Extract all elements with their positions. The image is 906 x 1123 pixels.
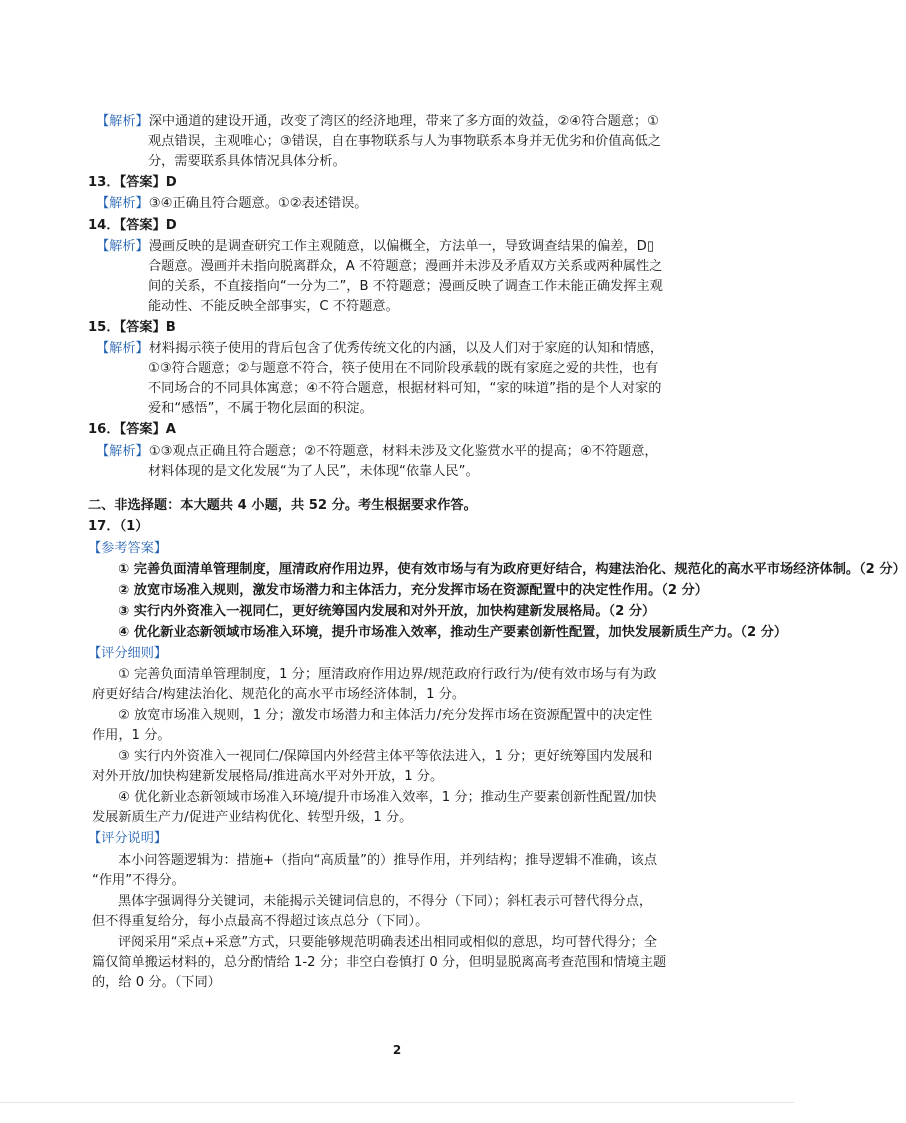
text-line — [148, 151, 346, 173]
text-line — [148, 276, 663, 298]
analysis-label: 【解析】 — [96, 444, 149, 459]
line-text: 评阅采用“采点+采意”方式，只要能够规范明确表述出相同或相似的意思，均可替代得分；全 — [118, 935, 658, 950]
text-line — [88, 317, 176, 339]
text-line — [148, 398, 373, 420]
line-text: 【评分说明】 — [88, 831, 168, 846]
text-line — [96, 111, 659, 133]
line-text: 【评分细则】 — [88, 646, 168, 661]
line-text: 材料体现的是文化发展“为了人民”，未体现“依靠人民”。 — [148, 464, 479, 479]
line-text: 间的关系，不直接指向“一分为二”，B 不符题意；漫画反映了调查工作未能正确发挥主观 — [148, 279, 663, 294]
text-line — [118, 850, 657, 872]
line-text: 篇仅简单搬运材料的，总分酌情给 1-2 分；非空白卷慎打 0 分，但明显脱离高考查范围和情境主题 — [92, 955, 667, 970]
line-text: 13．【答案】D — [88, 175, 177, 190]
line-text: 作用，1 分。 — [92, 728, 171, 743]
line-text: 深中通道的建设开通，改变了湾区的经济地理，带来了多方面的效益，②④符合题意；① — [148, 114, 659, 129]
text-line — [148, 378, 661, 400]
line-text: 材料揭示筷子使用的背后包含了优秀传统文化的内涵，以及人们对于家庭的认知和情感， — [148, 341, 664, 356]
text-line — [148, 256, 662, 278]
line-text: ② 放宽市场准入规则，激发市场潜力和主体活力，充分发挥市场在资源配置中的决定性作用。（2 分） — [118, 583, 708, 598]
line-text: ④ 优化新业态新领域市场准入环境，提升市场准入效率，推动生产要素创新性配置，加快发展新质生产力。（2 分） — [118, 625, 788, 640]
text-line — [118, 601, 655, 623]
text-line — [148, 296, 399, 318]
line-text: ④ 优化新业态新领域市场准入环境/提升市场准入效率，1 分；推动生产要素创新性配置/加快 — [118, 790, 657, 805]
text-line — [148, 131, 661, 153]
text-line — [118, 622, 787, 644]
line-text: 对外开放/加快构建新发展格局/推进高水平对外开放，1 分。 — [92, 769, 444, 784]
text-line — [92, 870, 185, 892]
line-text: 本小问答题逻辑为：措施+（指向“高质量”的）推导作用，并列结构；推导逻辑不准确，该点 — [118, 853, 658, 868]
line-text: 漫画反映的是调查研究工作主观随意，以偏概全，方法单一，导致调查结果的偏差，D▯ — [148, 239, 655, 254]
line-text: 府更好结合/构建法治化、规范化的高水平市场经济体制，1 分。 — [92, 687, 466, 702]
text-line — [148, 461, 479, 483]
line-text: “作用”不得分。 — [92, 873, 185, 888]
line-text: ③ 实行内外资准入一视同仁，更好统筹国内发展和对外开放，加快构建新发展格局。（2 分） — [118, 604, 656, 619]
text-line — [118, 664, 657, 686]
text-line — [88, 495, 477, 517]
text-line — [96, 236, 654, 258]
text-line — [92, 972, 221, 994]
text-line — [118, 580, 708, 602]
page-number: 2 — [392, 1043, 402, 1057]
line-text: ② 放宽市场准入规则，1 分；激发市场潜力和主体活力/充分发挥市场在资源配置中的决定性 — [118, 708, 653, 723]
analysis-label: 【解析】 — [96, 239, 149, 254]
line-text: ③ 实行内外资准入一视同仁/保障国内外经营主体平等依法进入，1 分；更好统筹国内发展和 — [118, 749, 653, 764]
text-line — [88, 643, 167, 665]
line-text: 二、非选择题：本大题共 4 小题，共 52 分。考生根据要求作答。 — [88, 498, 477, 513]
line-text: 黑体字强调得分关键词，未能揭示关键词信息的，不得分（下同）；斜杠表示可替代得分点， — [118, 894, 653, 909]
text-line — [88, 828, 167, 850]
line-text: ① 完善负面清单管理制度，1 分；厘清政府作用边界/规范政府行政行为/使有效市场与有为政 — [118, 667, 657, 682]
text-line — [92, 911, 428, 933]
text-line — [118, 559, 906, 581]
text-line — [92, 684, 465, 706]
text-line — [88, 215, 177, 237]
line-text: 发展新质生产力/促进产业结构优化、转型升级，1 分。 — [92, 810, 413, 825]
text-line — [118, 705, 652, 727]
text-line — [118, 932, 657, 954]
analysis-label: 【解析】 — [96, 196, 149, 211]
line-text: 15．【答案】B — [88, 320, 176, 335]
text-line — [96, 441, 658, 463]
line-text: 分，需要联系具体情况具体分析。 — [148, 154, 346, 169]
line-text: 16．【答案】A — [88, 422, 176, 437]
line-text: 14．【答案】D — [88, 218, 177, 233]
text-line — [92, 807, 412, 829]
text-line — [92, 725, 171, 747]
text-line — [88, 172, 177, 194]
text-line — [92, 952, 666, 974]
line-text: ①③符合题意；②与题意不符合，筷子使用在不同阶段承载的既有家庭之爱的共性，也有 — [148, 361, 659, 376]
line-text: 观点错误，主观唯心；③错误，自在事物联系与人为事物联系本身并无优劣和价值高低之 — [148, 134, 661, 149]
line-text: ① 完善负面清单管理制度，厘清政府作用边界，使有效市场与有为政府更好结合，构建法治化、规范化的高水平市场经济体制。（2 分） — [118, 562, 906, 577]
line-text: 17．（1） — [88, 519, 149, 534]
line-text: 但不得重复给分，每小点最高不得超过该点总分（下同）。 — [92, 914, 429, 929]
analysis-label: 【解析】 — [96, 341, 149, 356]
text-line — [88, 538, 167, 560]
line-text: 能动性、不能反映全部事实，C 不符题意。 — [148, 299, 399, 314]
line-text: 不同场合的不同具体寓意；④不符合题意，根据材料可知，“家的味道”指的是个人对家的 — [148, 381, 662, 396]
line-text: 【参考答案】 — [88, 541, 168, 556]
line-text: 的，给 0 分。（下同） — [92, 975, 221, 990]
line-text: ③④正确且符合题意。①②表述错误。 — [148, 196, 368, 211]
line-text: ①③观点正确且符合题意；②不符题意，材料未涉及文化鉴赏水平的提高；④不符题意， — [148, 444, 658, 459]
text-line — [96, 338, 663, 360]
text-line — [88, 516, 149, 538]
text-line — [92, 766, 443, 788]
line-text: 合题意。漫画并未指向脱离群众，A 不符题意；漫画并未涉及矛盾双方关系或两种属性之 — [148, 259, 663, 274]
text-line — [118, 746, 652, 768]
text-line — [148, 358, 658, 380]
line-text: 爱和“感悟”，不属于物化层面的积淀。 — [148, 401, 373, 416]
text-line — [118, 787, 657, 809]
analysis-label: 【解析】 — [96, 114, 149, 129]
text-line — [96, 193, 367, 215]
text-line — [118, 891, 652, 913]
text-line — [88, 419, 176, 441]
footer-divider — [0, 1102, 794, 1103]
